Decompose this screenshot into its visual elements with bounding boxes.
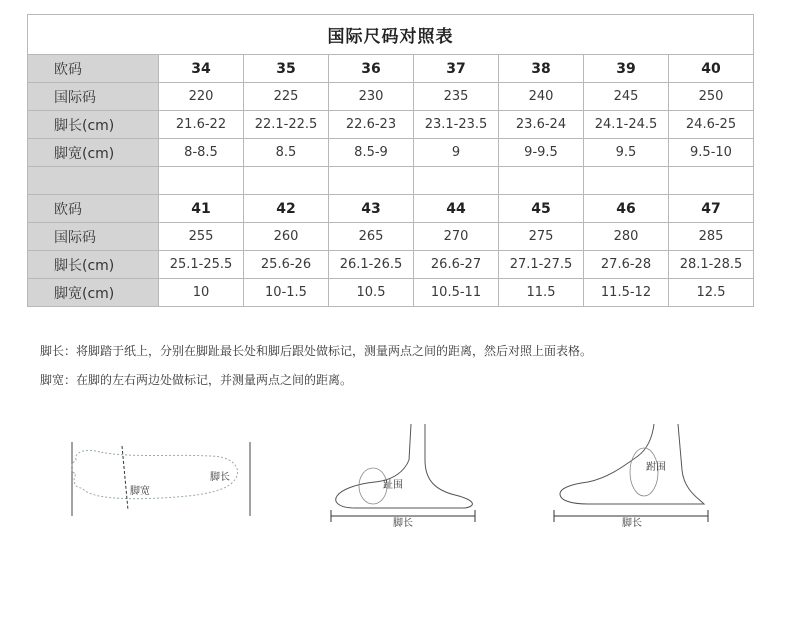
table-row (28, 111, 754, 139)
size-group-2 (28, 195, 754, 307)
table-row (28, 251, 754, 279)
foot-length-label: 脚长 (210, 472, 230, 483)
table-cell: 24.6-25 (669, 111, 754, 139)
table-cell: 9.5-10 (669, 139, 754, 167)
table-cell: 10-1.5 (244, 279, 329, 307)
table-row (28, 279, 754, 307)
row-label: 脚长(cm) (28, 111, 159, 139)
table-cell: 43 (329, 195, 414, 223)
table-row (28, 55, 754, 83)
table-cell: 45 (499, 195, 584, 223)
spacer-cell (669, 167, 754, 195)
table-row (28, 223, 754, 251)
table-cell: 41 (159, 195, 244, 223)
foot-instep-girth-figure (548, 420, 718, 530)
spacer-cell (499, 167, 584, 195)
table-cell: 10.5-11 (414, 279, 499, 307)
row-label: 欧码 (28, 195, 159, 223)
spacer-row (28, 167, 754, 195)
spacer-cell (414, 167, 499, 195)
foot-width-note: 脚宽：在脚的左右两边处做标记，并测量两点之间的距离。 (40, 373, 353, 387)
table-cell: 260 (244, 223, 329, 251)
table-cell: 24.1-24.5 (584, 111, 669, 139)
row-label: 国际码 (28, 223, 159, 251)
table-cell: 35 (244, 55, 329, 83)
table-cell: 285 (669, 223, 754, 251)
table-cell: 10 (159, 279, 244, 307)
table-cell: 8-8.5 (159, 139, 244, 167)
table-cell: 40 (669, 55, 754, 83)
table-cell: 8.5-9 (329, 139, 414, 167)
table-cell: 26.1-26.5 (329, 251, 414, 279)
table-cell: 10.5 (329, 279, 414, 307)
table-cell: 265 (329, 223, 414, 251)
row-label: 脚长(cm) (28, 251, 159, 279)
table-cell: 275 (499, 223, 584, 251)
spacer-cell (584, 167, 669, 195)
table-cell: 245 (584, 83, 669, 111)
foot-side-icon-2 (560, 424, 704, 504)
table-cell: 46 (584, 195, 669, 223)
foot-length-note: 脚长：将脚踏于纸上，分别在脚趾最长处和脚后跟处做标记，测量两点之间的距离，然后对照上面表格。 (40, 344, 593, 358)
table-cell: 9.5 (584, 139, 669, 167)
table-cell: 235 (414, 83, 499, 111)
foot-toe-girth-figure (325, 420, 485, 530)
foot-length-label-3: 脚长 (622, 518, 642, 529)
table-cell: 23.6-24 (499, 111, 584, 139)
table-cell: 22.1-22.5 (244, 111, 329, 139)
table-cell: 38 (499, 55, 584, 83)
table-cell: 25.1-25.5 (159, 251, 244, 279)
foot-top-view-figure (60, 440, 260, 520)
table-cell: 28.1-28.5 (669, 251, 754, 279)
table-title: 国际尺码对照表 (28, 15, 754, 55)
table-cell: 270 (414, 223, 499, 251)
table-cell: 36 (329, 55, 414, 83)
foot-side-icon (336, 424, 473, 508)
table-cell: 9 (414, 139, 499, 167)
spacer-cell (244, 167, 329, 195)
table-cell: 26.6-27 (414, 251, 499, 279)
row-label: 脚宽(cm) (28, 139, 159, 167)
table-cell: 220 (159, 83, 244, 111)
table-cell: 22.6-23 (329, 111, 414, 139)
row-label: 国际码 (28, 83, 159, 111)
table-cell: 225 (244, 83, 329, 111)
table-cell: 230 (329, 83, 414, 111)
table-cell: 280 (584, 223, 669, 251)
table-cell: 12.5 (669, 279, 754, 307)
size-chart-table (27, 14, 754, 307)
table-cell: 37 (414, 55, 499, 83)
table-cell: 9-9.5 (499, 139, 584, 167)
table-cell: 11.5 (499, 279, 584, 307)
foot-length-label-2: 脚长 (393, 518, 413, 529)
table-cell: 44 (414, 195, 499, 223)
foot-width-label: 脚宽 (130, 486, 150, 497)
spacer-cell (159, 167, 244, 195)
size-group-1 (28, 55, 754, 167)
table-title-row (28, 15, 754, 55)
toe-girth-label: 趾围 (383, 480, 403, 491)
instep-girth-label: 跗围 (646, 462, 666, 473)
table-row (28, 139, 754, 167)
row-label: 欧码 (28, 55, 159, 83)
table-cell: 240 (499, 83, 584, 111)
spacer-cell (329, 167, 414, 195)
table-cell: 11.5-12 (584, 279, 669, 307)
table-cell: 42 (244, 195, 329, 223)
table-cell: 39 (584, 55, 669, 83)
table-row (28, 195, 754, 223)
table-cell: 47 (669, 195, 754, 223)
table-cell: 250 (669, 83, 754, 111)
spacer-label-cell (28, 167, 159, 195)
table-cell: 25.6-26 (244, 251, 329, 279)
table-cell: 27.6-28 (584, 251, 669, 279)
table-cell: 27.1-27.5 (499, 251, 584, 279)
table-cell: 255 (159, 223, 244, 251)
row-label: 脚宽(cm) (28, 279, 159, 307)
table-cell: 21.6-22 (159, 111, 244, 139)
table-cell: 8.5 (244, 139, 329, 167)
table-cell: 23.1-23.5 (414, 111, 499, 139)
table-cell: 34 (159, 55, 244, 83)
table-row (28, 83, 754, 111)
